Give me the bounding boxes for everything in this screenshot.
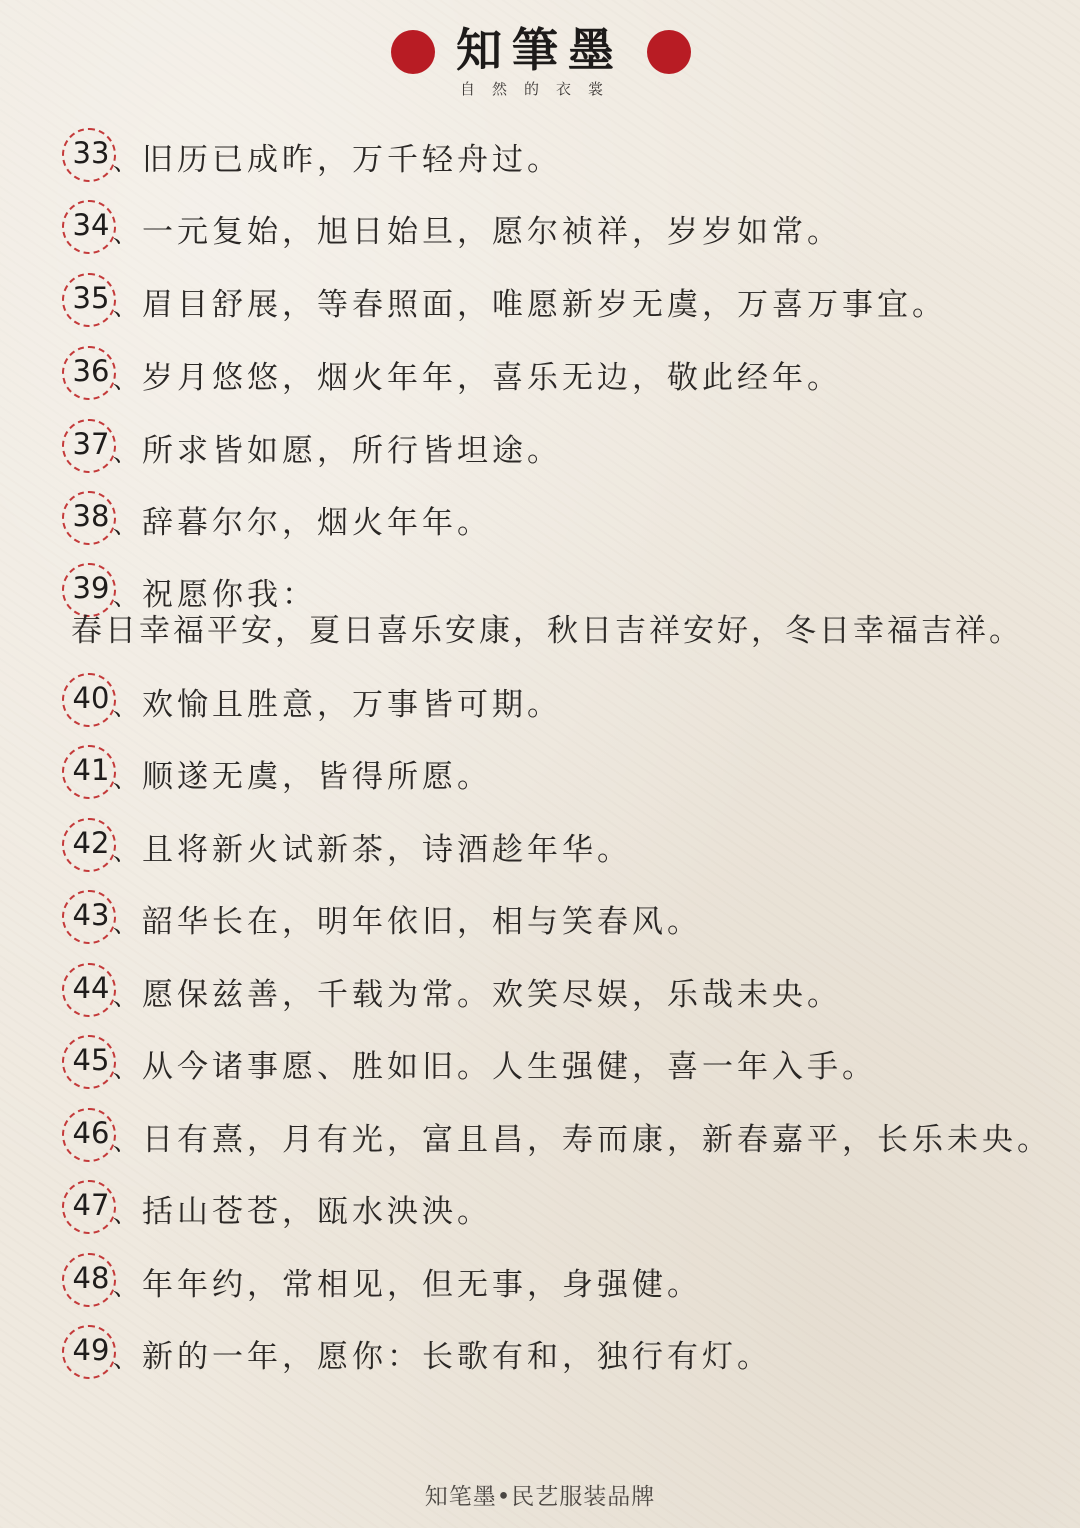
item-separator: 、 [113,148,137,176]
item-text: 愿保兹善，千载为常。欢笑尽娱，乐哉未央。 [142,977,842,1013]
item-text: 岁月悠悠，烟火年年，喜乐无边，敬此经年。 [142,360,842,396]
item-number: 44 [72,971,110,1005]
item-separator: 、 [113,983,137,1011]
item-number: 38 [72,499,110,533]
brand-subtitle: 自然的衣裳 [459,80,620,98]
item-text: 一元复始，旭日始旦，愿尔祯祥，岁岁如常。 [142,214,842,250]
item-text: 旧历已成昨，万千轻舟过。 [142,142,562,178]
item-number: 46 [72,1116,110,1150]
item-text: 韶华长在，明年依旧，相与笑春风。 [142,904,702,940]
item-separator: 、 [113,1128,137,1156]
item-number: 35 [72,281,110,315]
item-text: 祝愿你我： [142,577,317,613]
item-separator: 、 [113,511,137,539]
item-number: 47 [72,1188,110,1222]
item-separator: 、 [113,765,137,793]
item-separator: 、 [113,1055,137,1083]
item-number: 43 [72,898,110,932]
item-separator: 、 [113,1200,137,1228]
item-text: 顺遂无虞，皆得所愿。 [142,759,492,795]
item-number: 33 [72,136,110,170]
item-separator: 、 [113,220,137,248]
item-number: 34 [72,208,110,242]
brand-title: 知筆墨 [456,23,624,77]
item-text: 欢愉且胜意，万事皆可期。 [142,687,562,723]
item-text: 括山苍苍，瓯水泱泱。 [142,1194,492,1230]
item-number: 40 [72,681,110,715]
footer-brand: 知笔墨•民艺服装品牌 [424,1484,656,1510]
item-separator: 、 [113,583,137,611]
red-dot-left-icon [391,30,435,74]
item-separator: 、 [113,838,137,866]
item-separator: 、 [113,439,137,467]
item-separator: 、 [113,366,137,394]
item-number: 39 [72,571,110,605]
item-number: 49 [72,1333,110,1367]
item-number: 37 [72,427,110,461]
item-separator: 、 [113,910,137,938]
item-number: 41 [72,753,110,787]
item-number: 36 [72,354,110,388]
item-separator: 、 [113,693,137,721]
item-text: 日有熹，月有光，富且昌，寿而康，新春嘉平，长乐未央。 [142,1122,1052,1158]
item-number: 48 [72,1261,110,1295]
item-number: 45 [72,1043,110,1077]
item-number: 42 [72,826,110,860]
item-separator: 、 [113,1273,137,1301]
item-text: 年年约，常相见，但无事，身强健。 [142,1267,702,1303]
item-text: 所求皆如愿，所行皆坦途。 [142,433,562,469]
item-text-second-line: 春日幸福平安，夏日喜乐安康，秋日吉祥安好，冬日幸福吉祥。 [71,613,1023,649]
red-dot-right-icon [647,30,691,74]
item-separator: 、 [113,1345,137,1373]
item-text: 从今诸事愿、胜如旧。人生强健，喜一年入手。 [142,1049,877,1085]
header [0,0,1080,110]
item-text: 且将新火试新茶，诗酒趁年华。 [142,832,632,868]
item-separator: 、 [113,293,137,321]
item-text: 新的一年，愿你：长歌有和，独行有灯。 [142,1339,772,1375]
item-text: 辞暮尔尔，烟火年年。 [142,505,492,541]
item-text: 眉目舒展，等春照面，唯愿新岁无虞，万喜万事宜。 [142,287,947,323]
